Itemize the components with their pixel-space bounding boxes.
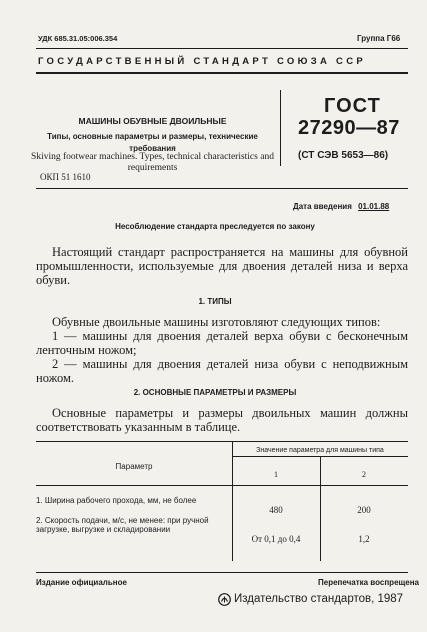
row1-label: 1. Ширина рабочего прохода, мм, не более xyxy=(36,496,197,505)
type1-description: 1 — машины для двоения деталей верха обуви с бесконечным ленточным ножом; xyxy=(36,329,408,357)
table-rule-top xyxy=(36,441,408,442)
group-code: Группа Г66 xyxy=(357,34,401,43)
row2-label: 2. Скорость подачи, м/с, не менее: при ручной загрузке, выгрузке и складировании xyxy=(36,516,209,534)
types-paragraph xyxy=(36,315,408,385)
udk-code: УДК 685.31.05:006.354 xyxy=(38,34,118,43)
params-paragraph: Основные параметры и размеры двоильных машин должны соответствовать указанным в таблице. xyxy=(36,406,408,434)
publisher: Издательство стандартов, 1987 xyxy=(234,593,404,605)
intro-paragraph: Настоящий стандарт распространяется на машины для обувной промышленности, используемые для двоения деталей низа и верха обуви. xyxy=(36,245,408,287)
types-lead: Обувные двоильные машины изготовляют следующих типов: xyxy=(52,315,381,329)
st-sev-reference: (СТ СЭВ 5653—86) xyxy=(298,150,389,161)
section1-heading: 1. ТИПЫ xyxy=(198,297,232,306)
gost-number: 27290—87 xyxy=(298,117,400,139)
row1-type1-value: 480 xyxy=(269,505,283,515)
footer-rule xyxy=(36,572,408,573)
reprint-notice: Перепечатка воспрещена xyxy=(318,578,419,587)
type2-description: 2 — машины для двоения деталей низа обуви с неподвижным ножом. xyxy=(36,357,408,385)
english-title: Skiving footwear machines. Types, technical characteristics and requirements xyxy=(31,152,274,173)
row2-type2-value: 1,2 xyxy=(358,534,370,544)
header-value-group: Значение параметра для машины типа xyxy=(256,447,384,454)
publisher-logo-icon xyxy=(218,593,231,606)
header-type-2: 2 xyxy=(362,470,366,479)
header-rule-top xyxy=(36,48,408,49)
document-subtitle-block: Типы, основные параметры и размеры, технические требования xyxy=(47,132,258,153)
header-rule-bottom xyxy=(36,72,408,74)
okp-rule xyxy=(36,188,408,189)
table-rule-header xyxy=(36,485,408,486)
intro-date xyxy=(293,202,389,211)
document-title: МАШИНЫ ОБУВНЫЕ ДВОИЛЬНЫЕ xyxy=(78,116,227,126)
header-parameter: Параметр xyxy=(115,462,153,471)
row2-type1-value: От 0,1 до 0,4 xyxy=(251,534,301,544)
standard-type: ГОСУДАРСТВЕННЫЙ СТАНДАРТ СОЮЗА ССР xyxy=(38,56,367,67)
intro-date-value: 01.01.88 xyxy=(358,202,390,211)
okp-code: ОКП 51 1610 xyxy=(40,172,91,182)
official-edition: Издание официальное xyxy=(36,578,127,587)
title-divider xyxy=(280,90,281,166)
gost-label: ГОСТ xyxy=(324,95,381,117)
intro-date-label: Дата введения xyxy=(293,202,352,211)
section2-heading: 2. ОСНОВНЫЕ ПАРАМЕТРЫ И РАЗМЕРЫ xyxy=(133,388,297,397)
header-type-1: 1 xyxy=(274,470,278,479)
law-notice: Несоблюдение стандарта преследуется по закону xyxy=(115,222,315,231)
row1-type2-value: 200 xyxy=(357,505,371,515)
